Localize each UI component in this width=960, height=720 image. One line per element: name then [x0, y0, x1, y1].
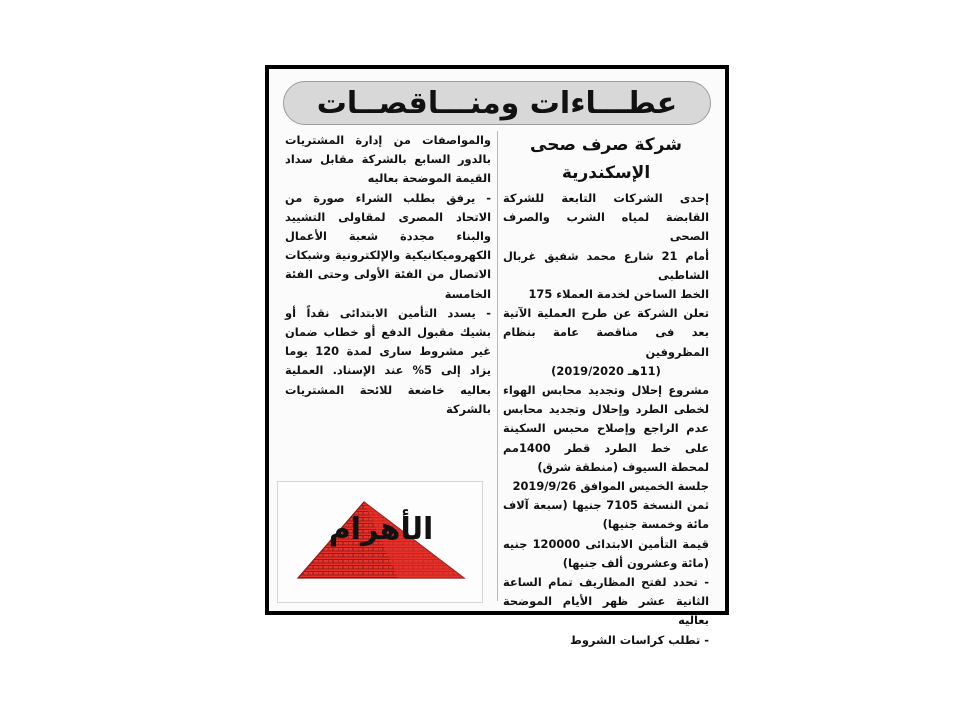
tender-number: (11هـ 2019/2020): [551, 363, 661, 378]
specs-request: - تطلب كراسات الشروط: [569, 632, 709, 647]
logo-wordmark: الأهرام: [328, 512, 434, 547]
ahram-logo: [277, 481, 483, 603]
specs-continuation: والمواصفات من إدارة المشتريات بالدور السابع بالشركة مقابل سداد القيمة الموضحة بعاليه: [285, 133, 491, 186]
advertisement-frame: [265, 65, 729, 647]
left-column: [285, 131, 491, 419]
contractor-requirement: - يرفق بطلب الشراء صورة من الاتحاد المصرى لمقاولى التشييد والبناء مجددة شعبة الأعمال الكهروميكانيكية والإلكترونية وشبكات الاتصال من الفئة الأولى وحتى الفئة الخامسة: [285, 190, 491, 301]
project-description: مشروع إحلال وتجديد محابس الهواء لخطى الطرد وإحلال وتجديد محابس عدم الراجع وإصلاح محبس السكينة على خط الطرد قطر 1400مم لمحطة السيوف (منطقة شرق): [503, 383, 709, 474]
affiliation-line: إحدى الشركات التابعة للشركة القابضة لمياه الشرب والصرف الصحى: [503, 191, 709, 244]
section-header-title: عطـــاءات ومنـــاقصــات: [316, 85, 678, 121]
hotline-line: الخط الساخن لخدمة العملاء 175: [528, 287, 709, 302]
column-divider: [497, 131, 498, 601]
right-column: [503, 131, 709, 650]
section-header: [283, 81, 711, 125]
company-name: شركة صرف صحى الإسكندرية: [530, 135, 682, 183]
copy-price: ثمن النسخة 7105 جنيها (سبعة آلاف مائة وخمسة جنيها): [503, 498, 709, 532]
insurance-value: قيمة التأمين الابتدائى 120000 جنيه (مائة وعشرون ألف جنيها): [503, 536, 709, 570]
session-date: جلسة الخميس الموافق 2019/9/26: [512, 479, 709, 494]
announcement-line: تعلن الشركة عن طرح العملية الآتية بعد فى مناقصة عامة بنظام المظروفين: [503, 306, 709, 359]
address-line: أمام 21 شارع محمد شفيق غربال الشاطبى: [503, 248, 709, 282]
payment-terms: - يسدد التأمين الابتدائى نقداً أو بشيك مقبول الدفع أو خطاب ضمان غير مشروط سارى لمدة 120 يوما يزاد إلى 5% عند الإسناد. العملية بعاليه خاضعة للائحة المشتريات بالشركة: [285, 305, 491, 416]
opening-time: - تحدد لفتح المظاريف تمام الساعة الثانية عشر ظهر الأيام الموضحة بعاليه: [503, 575, 709, 628]
